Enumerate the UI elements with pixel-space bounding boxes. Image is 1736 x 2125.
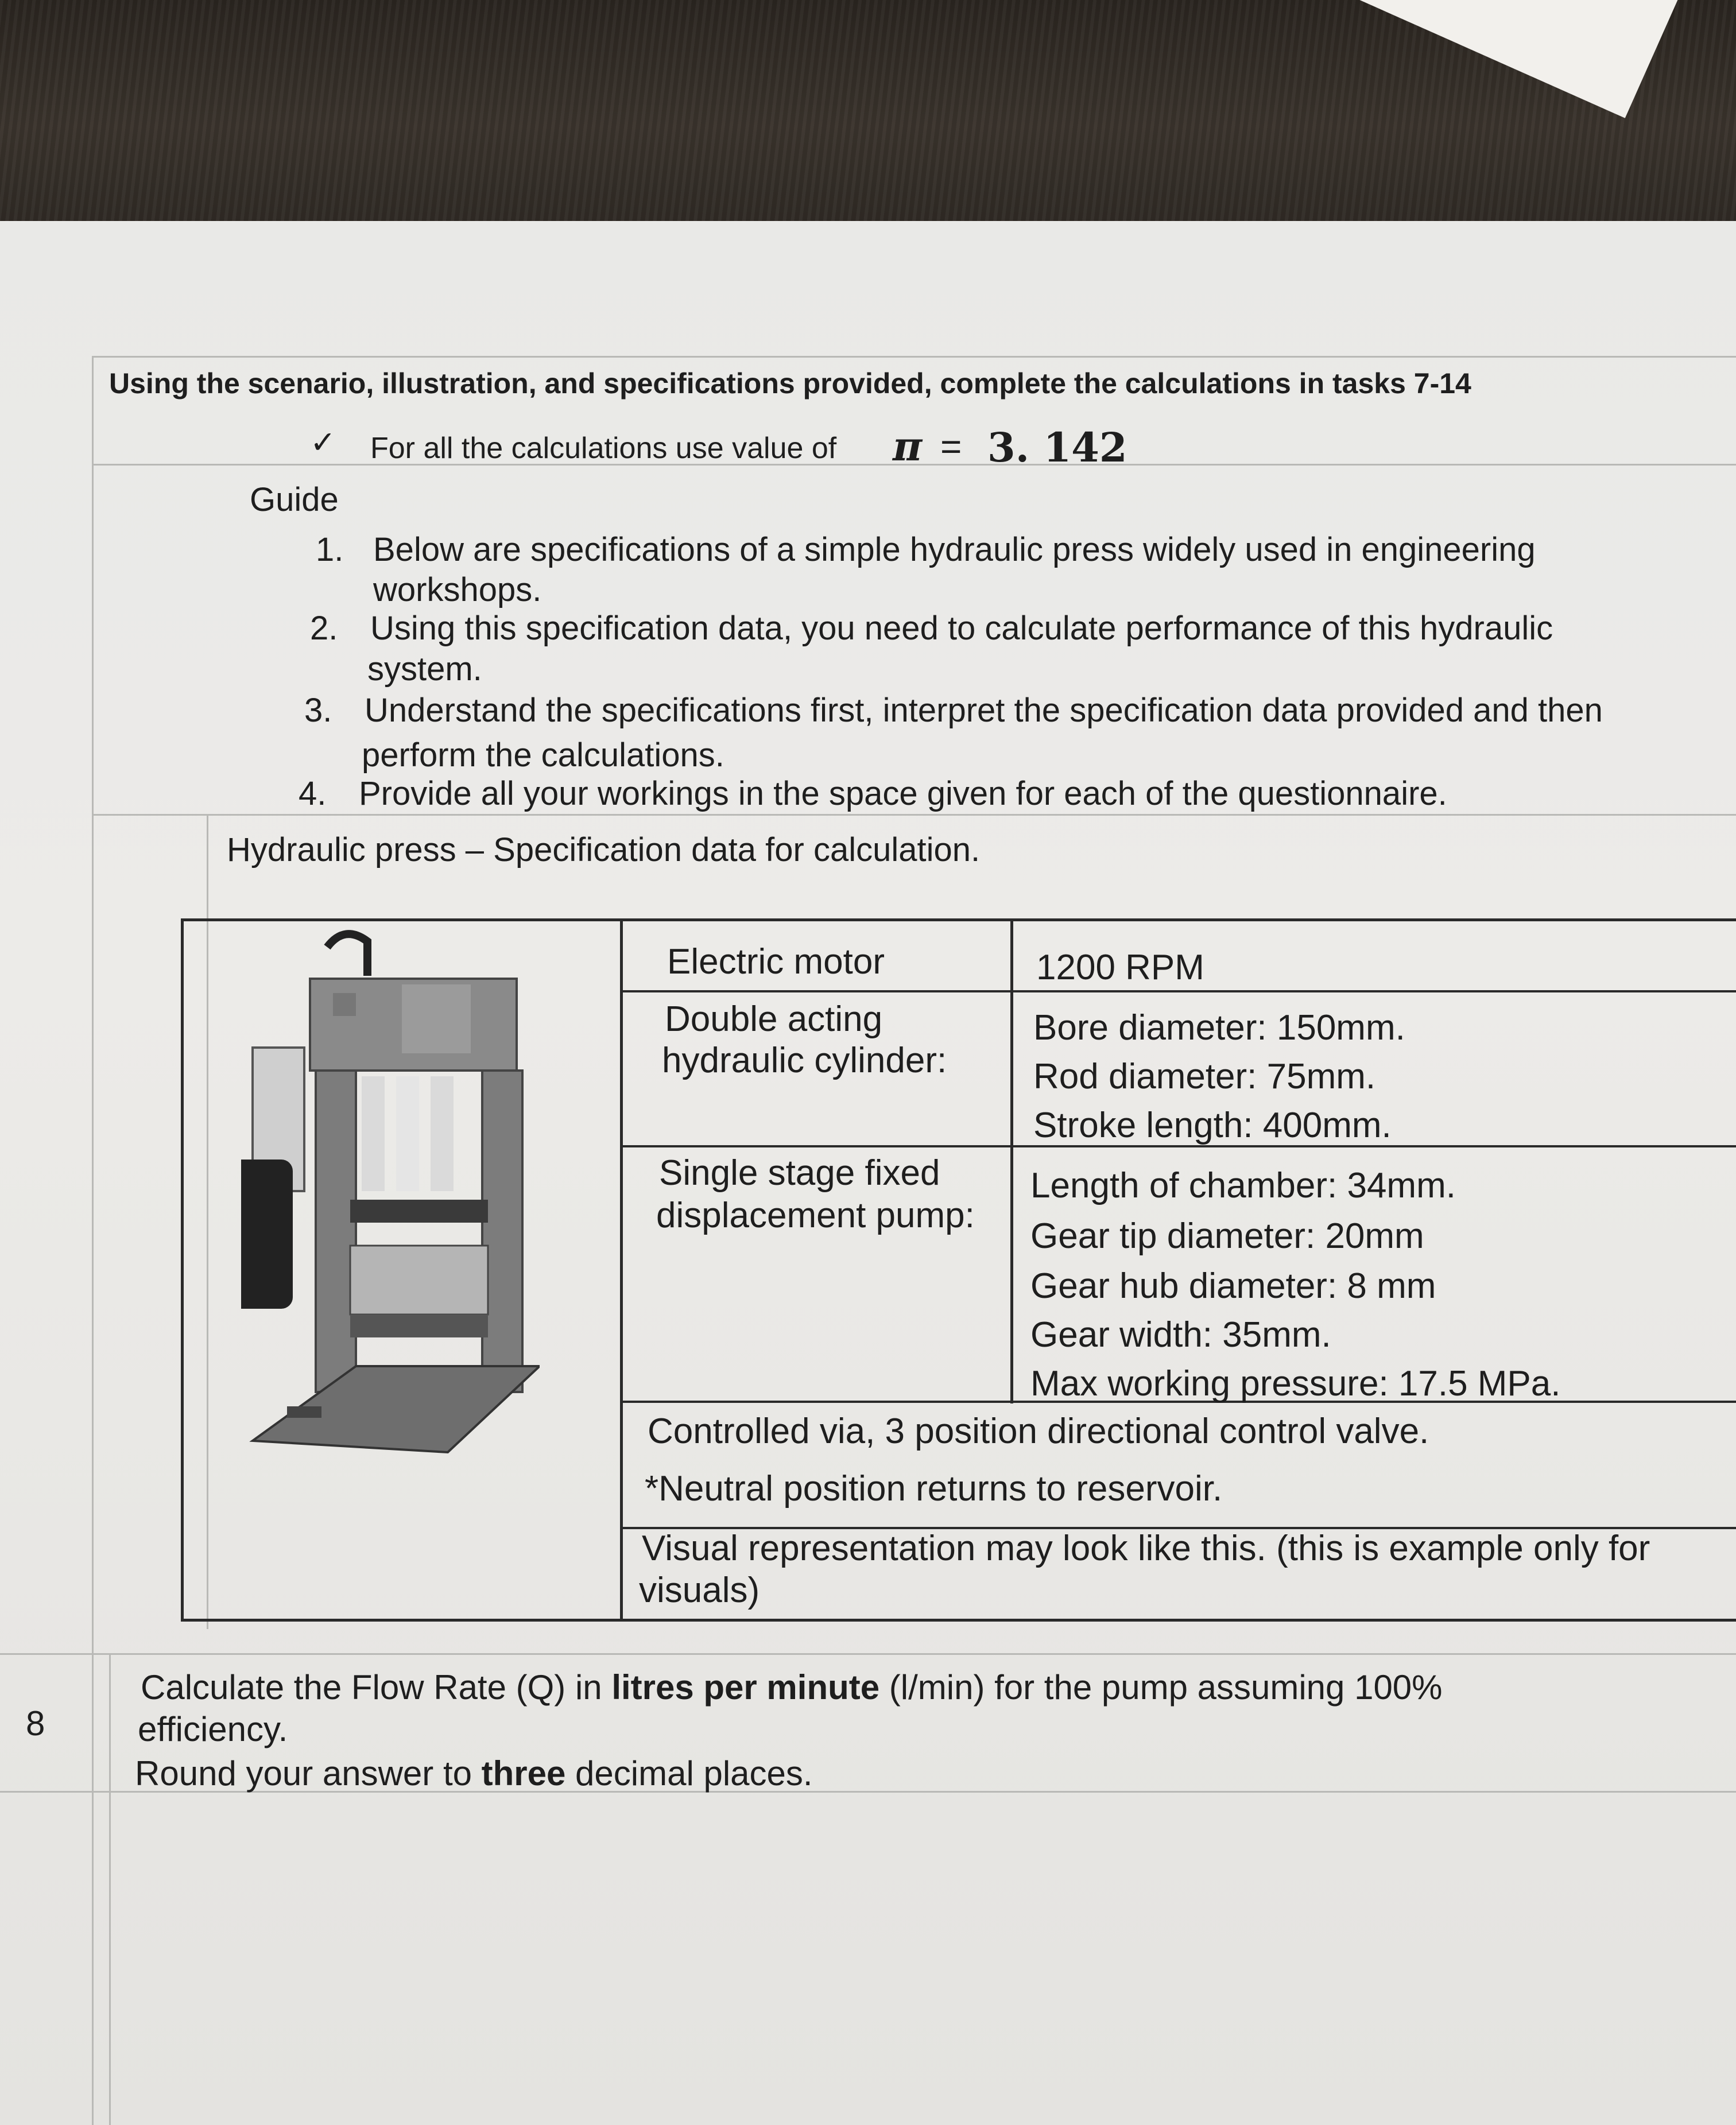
spec-value-motor-rpm: 1200 RPM — [1036, 948, 1204, 987]
visual-note-line1: Visual representation may look like this. (this is example only for — [642, 1529, 1650, 1568]
spec-label-cylinder-line1: Double acting — [665, 999, 883, 1039]
pi-equals: = — [940, 426, 962, 467]
spec-value-gear-tip-diameter: Gear tip diameter: 20mm — [1030, 1216, 1424, 1256]
spec-heading: Hydraulic press – Specification data for calculation. — [227, 831, 981, 868]
pi-symbol: π — [893, 422, 923, 470]
form-rule-inner — [207, 814, 208, 1629]
task-number: 8 — [26, 1704, 45, 1743]
guide-item-2-line1: Using this specification data, you need to calculate performance of this hydraulic — [370, 610, 1553, 647]
form-rule-top — [92, 356, 1736, 358]
task-line2: efficiency. — [138, 1710, 288, 1748]
guide-heading: Guide — [250, 481, 339, 518]
guide-item-2-number: 2. — [310, 610, 338, 647]
hydraulic-press-image — [241, 924, 540, 1464]
task-line3 — [135, 1754, 813, 1793]
pi-note: For all the calculations use value of — [370, 432, 837, 465]
pi-value: 3. 142 — [987, 424, 1127, 471]
check-mark-icon: ✓ — [310, 424, 336, 460]
form-rule-left — [92, 356, 94, 2125]
guide-item-1-line2: workshops. — [373, 571, 542, 608]
spec-value-bore-diameter: Bore diameter: 150mm. — [1033, 1008, 1405, 1048]
spec-value-gear-hub-diameter: Gear hub diameter: 8 mm — [1030, 1266, 1436, 1306]
table-col-image — [620, 921, 623, 1622]
instruction-heading: Using the scenario, illustration, and specifications provided, complete the calculations in tasks 7-14 — [109, 367, 1471, 400]
spec-label-pump-line2: displacement pump: — [656, 1196, 975, 1235]
guide-item-4-number: 4. — [299, 775, 327, 812]
control-valve-line1: Controlled via, 3 position directional control valve. — [648, 1412, 1429, 1451]
guide-item-3-line1: Understand the specifications first, interpret the specification data provided and then — [365, 692, 1603, 729]
spec-value-max-pressure: Max working pressure: 17.5 MPa. — [1030, 1364, 1561, 1403]
task-line1-pre: Calculate the Flow Rate (Q) in — [141, 1668, 612, 1707]
guide-item-4-line1: Provide all your workings in the space given for each of the questionnaire. — [359, 775, 1447, 812]
table-row-1 — [623, 990, 1736, 992]
form-rule-spec — [92, 814, 1736, 816]
spec-label-cylinder-line2: hydraulic cylinder: — [662, 1041, 947, 1080]
spec-value-chamber-length: Length of chamber: 34mm. — [1030, 1166, 1456, 1205]
control-valve-line2: *Neutral position returns to reservoir. — [645, 1469, 1223, 1509]
spec-value-stroke-length: Stroke length: 400mm. — [1033, 1106, 1392, 1145]
task-line3-post: decimal places. — [565, 1754, 813, 1793]
table-border-bottom — [181, 1619, 1736, 1622]
form-rule-task-top — [0, 1653, 1736, 1655]
table-col-values — [1010, 921, 1013, 1403]
guide-item-1-number: 1. — [316, 531, 344, 568]
spec-value-gear-width: Gear width: 35mm. — [1030, 1315, 1331, 1355]
table-border-left — [181, 918, 184, 1622]
task-line1-bold: litres per minute — [611, 1668, 880, 1707]
spec-value-rod-diameter: Rod diameter: 75mm. — [1033, 1057, 1376, 1096]
task-line1-post: (l/min) for the pump assuming 100% — [879, 1668, 1443, 1707]
guide-item-3-number: 3. — [304, 692, 332, 729]
spec-label-pump-line1: Single stage fixed — [659, 1153, 940, 1193]
guide-item-3-line2: perform the calculations. — [362, 736, 724, 774]
form-rule-task — [109, 1653, 111, 2125]
visual-note-line2: visuals) — [639, 1571, 760, 1610]
guide-item-2-line2: system. — [367, 650, 482, 688]
guide-item-1-line1: Below are specifications of a simple hydraulic press widely used in engineering — [373, 531, 1536, 568]
spec-label-electric-motor: Electric motor — [667, 942, 885, 982]
task-line3-bold: three — [481, 1754, 566, 1793]
task-line3-pre: Round your answer to — [135, 1754, 482, 1793]
task-line1 — [141, 1668, 1443, 1707]
table-border-top — [184, 918, 1736, 921]
